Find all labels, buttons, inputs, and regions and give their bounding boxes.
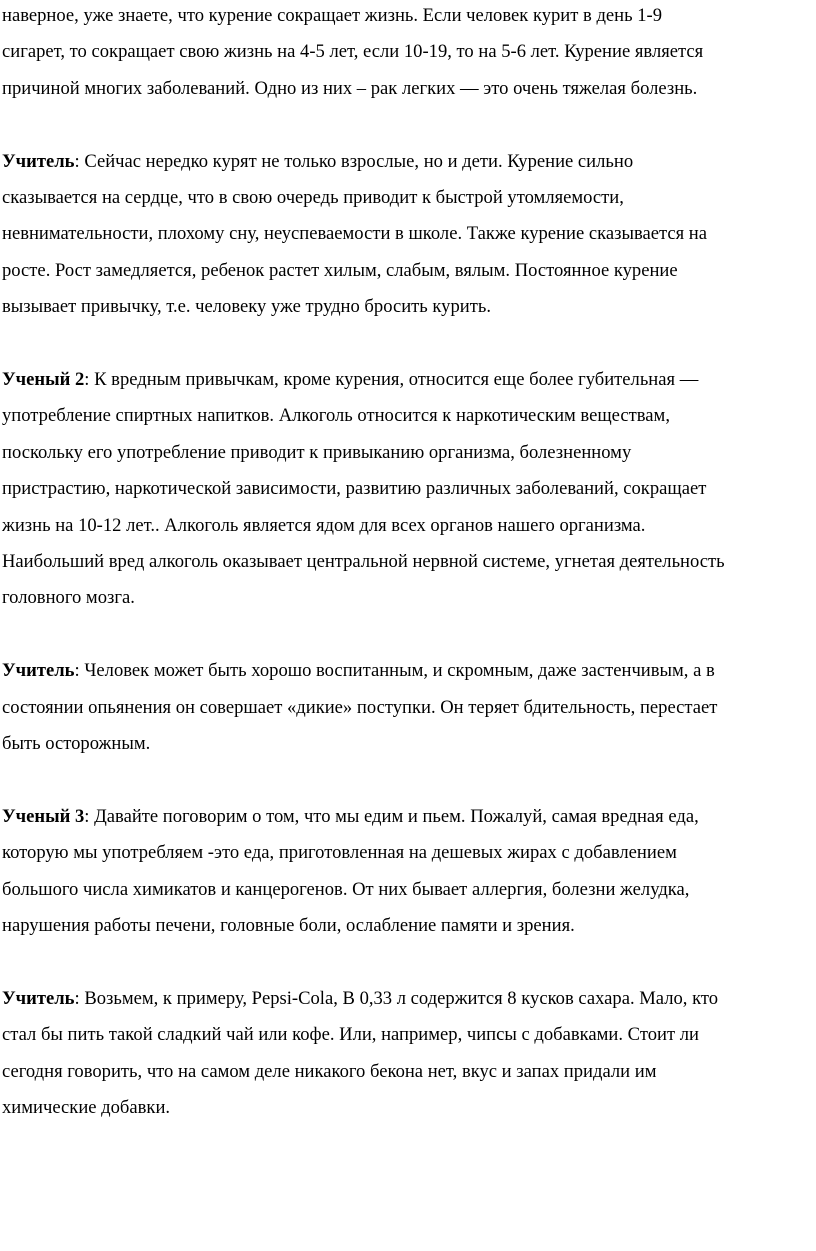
paragraph-line: наверное, уже знаете, что курение сокращает жизнь. Если человек курит в день 1-9 — [2, 5, 663, 26]
paragraph-scientist-3-food — [2, 799, 816, 945]
paragraph-teacher-intoxication — [2, 653, 816, 762]
paragraph-line — [2, 362, 816, 398]
speaker-separator: : — [74, 150, 85, 172]
speaker-separator: : — [74, 987, 85, 1009]
paragraph-line: вызывает привычку, т.е. человеку уже трудно бросить курить. — [2, 296, 491, 318]
paragraph-line: которую мы употребляем -это еда, приготовленная на дешевых жирах с добавлением — [2, 842, 677, 864]
speaker-separator: : — [84, 369, 95, 391]
paragraph-line: сигарет, то сокращает свою жизнь на 4-5 лет, если 10-19, то на 5-6 лет. Курение является — [2, 41, 704, 63]
paragraph-spacer — [2, 107, 816, 143]
line-text: Возьмем, к примеру, Pepsi-Cola, В 0,33 л содержится 8 кусков сахара. Мало, кто — [84, 987, 719, 1009]
paragraph-spacer — [2, 945, 816, 981]
paragraph-scientist-2-alcohol — [2, 362, 816, 617]
paragraph-line: Наибольший вред алкоголь оказывает центральной нервной системе, угнетая деятельность — [2, 551, 725, 573]
paragraph-line: химические добавки. — [2, 1097, 171, 1119]
line-text: Давайте поговорим о том, что мы едим и пьем. Пожалуй, самая вредная еда, — [94, 805, 699, 827]
paragraph-teacher-smoking — [2, 144, 816, 326]
paragraph-line: быть осторожным. — [2, 733, 151, 755]
paragraph-line: стал бы пить такой сладкий чай или кофе. Или, например, чипсы с добавками. Стоит ли — [2, 1024, 699, 1046]
speaker-separator: : — [84, 805, 95, 827]
speaker-label: Ученый 2 — [2, 369, 85, 391]
paragraph-line — [2, 653, 816, 689]
paragraph-spacer — [2, 617, 816, 653]
paragraph-teacher-pepsi — [2, 981, 816, 1127]
line-text: К вредным привычкам, кроме курения, относится еще более губительная — — [94, 369, 699, 391]
line-text: Сейчас нередко курят не только взрослые, но и дети. Курение сильно — [84, 150, 634, 172]
paragraph-line — [2, 799, 816, 835]
paragraph-line — [2, 981, 816, 1017]
line-text: Человек может быть хорошо воспитанным, и скромным, даже застенчивым, а в — [84, 660, 715, 682]
speaker-label: Учитель — [2, 660, 75, 682]
paragraph-line: причиной многих заболеваний. Одно из них – рак легких — это очень тяжелая болезнь. — [2, 77, 698, 99]
paragraph-line: сказывается на сердце, что в свою очередь приводит к быстрой утомляемости, — [2, 187, 624, 209]
paragraph-line: росте. Рост замедляется, ребенок растет хилым, слабым, вялым. Постоянное курение — [2, 259, 678, 281]
paragraph-line: нарушения работы печени, головные боли, ослабление памяти и зрения. — [2, 915, 575, 937]
paragraph-spacer — [2, 326, 816, 362]
speaker-separator: : — [74, 660, 85, 682]
paragraph-line: состоянии опьянения он совершает «дикие» поступки. Он теряет бдительность, перестает — [2, 696, 718, 718]
paragraph-line: невнимательности, плохому сну, неуспеваемости в школе. Также курение сказывается на — [2, 223, 708, 245]
paragraph-line: головного мозга. — [2, 587, 135, 609]
paragraph-line: поскольку его употребление приводит к привыканию организма, болезненному — [2, 441, 632, 463]
paragraph-line: сегодня говорить, что на самом деле никакого бекона нет, вкус и запах придали им — [2, 1060, 657, 1082]
speaker-label: Учитель — [2, 150, 75, 172]
paragraph-line: большого числа химикатов и канцерогенов. От них бывает аллергия, болезни желудка, — [2, 878, 690, 900]
paragraph-line: пристрастию, наркотической зависимости, развитию различных заболеваний, сокращает — [2, 478, 707, 500]
paragraph-smoking-intro — [2, 0, 816, 107]
paragraph-spacer — [2, 762, 816, 798]
paragraph-line — [2, 144, 816, 180]
speaker-label: Учитель — [2, 987, 75, 1009]
speaker-label: Ученый 3 — [2, 805, 85, 827]
paragraph-line: жизнь на 10-12 лет.. Алкоголь является ядом для всех органов нашего организма. — [2, 514, 646, 536]
paragraph-line: употребление спиртных напитков. Алкоголь относится к наркотическим веществам, — [2, 405, 670, 427]
